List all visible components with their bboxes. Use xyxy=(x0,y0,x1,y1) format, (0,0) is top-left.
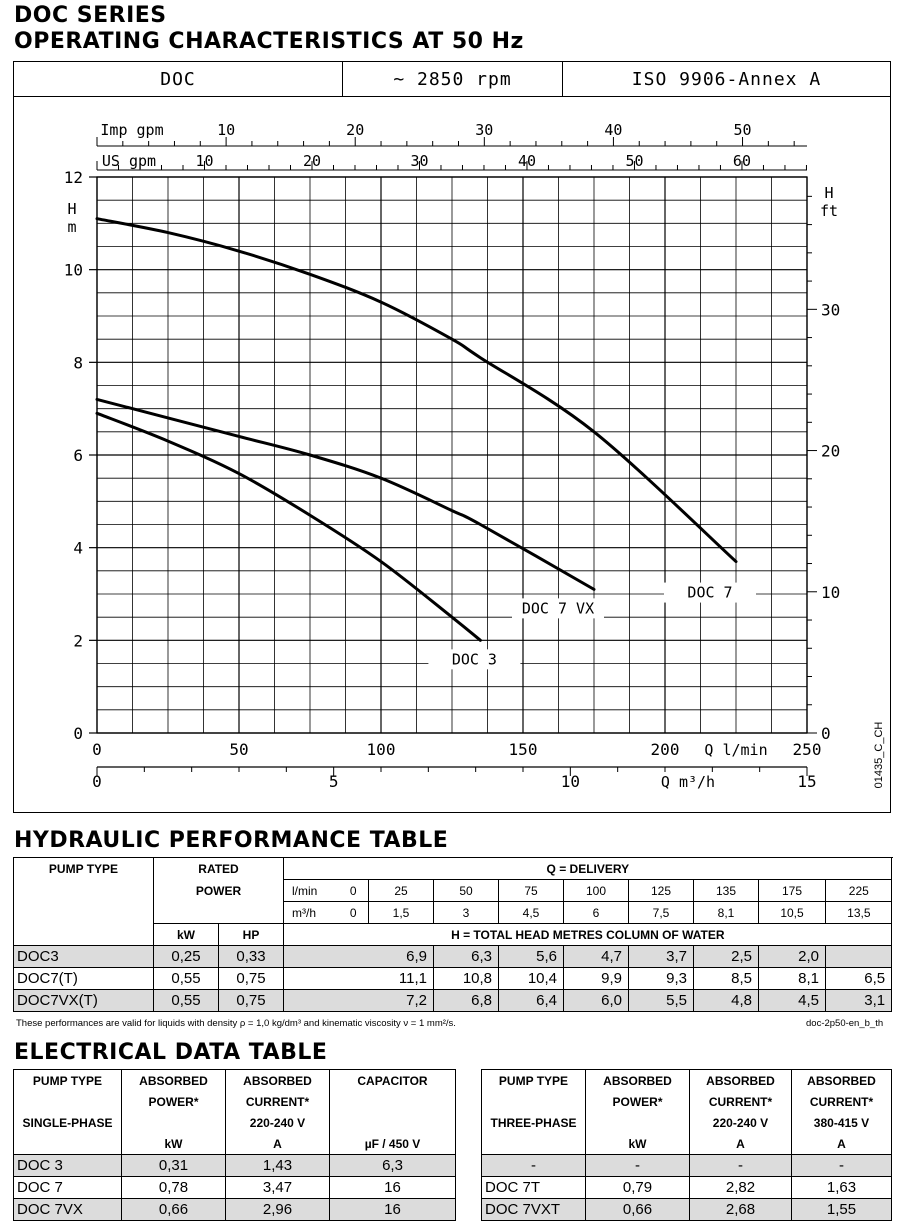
curve-label: DOC 7 xyxy=(687,583,733,602)
pump-name: DOC7VX(T) xyxy=(14,990,154,1012)
m3h-cell: 1,5 xyxy=(369,902,434,924)
head-value: 10,8 xyxy=(434,968,499,990)
m3h-tick-label: 5 xyxy=(328,772,339,791)
lmin-cell: 50 xyxy=(434,880,499,902)
head-value: 6,0 xyxy=(564,990,629,1012)
head-value: 11,1 xyxy=(284,968,434,990)
imp-gpm-label: 20 xyxy=(346,121,365,139)
tp-current-header: CURRENT* xyxy=(809,1094,874,1109)
absorbed-current: 3,47 xyxy=(226,1177,330,1199)
tp-current-header: CURRENT* xyxy=(690,1091,792,1112)
right-tick-label: 10 xyxy=(821,582,841,602)
absorbed-power: 0,66 xyxy=(122,1199,226,1221)
sp-power-header: POWER* xyxy=(122,1091,226,1112)
left-tick-label: 8 xyxy=(73,353,83,373)
head-value: 10,4 xyxy=(499,968,564,990)
us-gpm-label: 50 xyxy=(625,152,644,170)
rated-kw: 0,55 xyxy=(154,990,219,1012)
m3h-tick-label: 10 xyxy=(560,772,580,791)
imp-gpm-label: 30 xyxy=(475,121,494,139)
three-phase-row xyxy=(482,1155,892,1177)
hydraulic-pump-type-header: PUMP TYPE xyxy=(14,858,154,924)
bottom-lmin-label: 150 xyxy=(508,740,538,759)
bottom-lmin-label: 250 xyxy=(792,740,822,759)
page-title-line1: DOC SERIES xyxy=(14,3,167,28)
sp-phase-header: SINGLE-PHASE xyxy=(14,1112,122,1133)
lmin-cell: 25 xyxy=(369,880,434,902)
imp-gpm-label: 10 xyxy=(217,121,236,139)
absorbed-current: - xyxy=(690,1155,792,1177)
single-phase-row xyxy=(14,1199,456,1221)
tp-absorbed-header: ABSORBED xyxy=(690,1070,792,1092)
three-phase-row xyxy=(482,1177,892,1199)
m3h-cell: 8,1 xyxy=(694,902,759,924)
head-value: 8,5 xyxy=(694,968,759,990)
bottom-lmin-label: 200 xyxy=(650,740,680,759)
chart-code: 01435_C_CH xyxy=(873,721,885,789)
sp-volt-header: 220-240 V xyxy=(226,1112,330,1133)
absorbed-current: 2,96 xyxy=(226,1199,330,1221)
bottom-lmin-label: 100 xyxy=(366,740,396,759)
m3h-tick-label: 15 xyxy=(797,772,817,791)
capacitor: 16 xyxy=(330,1199,456,1221)
curve-doc-3 xyxy=(97,413,480,640)
left-tick-label: 10 xyxy=(63,260,83,280)
absorbed-current: 1,63 xyxy=(792,1177,892,1199)
head-value: 6,9 xyxy=(284,946,434,968)
m3h-cell: 4,5 xyxy=(499,902,564,924)
sp-absorbed-header: ABSORBED xyxy=(226,1070,330,1092)
pump-name: DOC 3 xyxy=(14,1155,122,1177)
three-phase-table xyxy=(481,1069,892,1221)
hydraulic-code: doc-2p50-en_b_th xyxy=(806,1018,884,1029)
absorbed-current: 2,68 xyxy=(690,1199,792,1221)
hydraulic-power-header: POWER xyxy=(154,880,284,902)
imp-gpm-label: 50 xyxy=(733,121,752,139)
tp-kw-header: kW xyxy=(586,1133,690,1155)
head-value: 3,7 xyxy=(629,946,694,968)
head-header: H = TOTAL HEAD METRES COLUMN OF WATER xyxy=(284,924,892,946)
absorbed-current: 2,82 xyxy=(690,1177,792,1199)
page-title-line2: OPERATING CHARACTERISTICS AT 50 Hz xyxy=(14,29,524,54)
rated-hp: 0,75 xyxy=(219,968,284,990)
absorbed-current: 1,55 xyxy=(792,1199,892,1221)
hydraulic-note: These performances are valid for liquids with density ρ = 1,0 kg/dm³ and kinematic viscosity ν = 1 mm²/s. xyxy=(16,1018,456,1029)
hydraulic-row xyxy=(14,990,892,1012)
absorbed-power: 0,79 xyxy=(586,1177,690,1199)
head-value: 2,0 xyxy=(759,946,826,968)
head-value: 2,5 xyxy=(694,946,759,968)
pump-name: DOC3 xyxy=(14,946,154,968)
left-tick-label: 4 xyxy=(73,538,83,558)
lmin-cell: 125 xyxy=(629,880,694,902)
m3h-cell: 13,5 xyxy=(826,902,892,924)
rated-kw: 0,25 xyxy=(154,946,219,968)
head-value: 9,3 xyxy=(629,968,694,990)
us-gpm-axis-label: US gpm xyxy=(101,152,157,170)
absorbed-power: 0,78 xyxy=(122,1177,226,1199)
m3h-cell: 10,5 xyxy=(759,902,826,924)
head-value: 7,2 xyxy=(284,990,434,1012)
tp-volt1-header: 220-240 V xyxy=(690,1112,792,1133)
head-value: 6,4 xyxy=(499,990,564,1012)
single-phase-row xyxy=(14,1177,456,1199)
left-tick-label: 0 xyxy=(73,724,83,743)
tp-pump-header: PUMP TYPE xyxy=(482,1070,586,1092)
head-value: 6,8 xyxy=(434,990,499,1012)
bottom-lmin-label: 50 xyxy=(229,740,249,759)
right-axis-unit: ft xyxy=(819,202,839,220)
header-model: DOC xyxy=(14,62,343,96)
single-phase-row xyxy=(14,1155,456,1177)
sp-uf-header: µF / 450 V xyxy=(364,1136,421,1151)
lmin-cell: 100 xyxy=(564,880,629,902)
pump-name: DOC7(T) xyxy=(14,968,154,990)
tp-a-header: A xyxy=(690,1133,792,1155)
hydraulic-rated-header: RATED xyxy=(154,858,284,880)
m3h-cell: 3 xyxy=(434,902,499,924)
right-tick-label: 30 xyxy=(821,300,841,320)
us-gpm-label: 30 xyxy=(410,152,429,170)
head-value: 4,5 xyxy=(759,990,826,1012)
electrical-title: ELECTRICAL DATA TABLE xyxy=(14,1040,328,1065)
m3h-axis-label: Q m³/h xyxy=(660,773,716,791)
sp-current-header: CURRENT* xyxy=(226,1091,330,1112)
left-axis-unit: m xyxy=(67,218,77,236)
bottom-lmin-axis-label: Q l/min xyxy=(704,741,768,759)
head-value: 3,1 xyxy=(826,990,892,1012)
capacitor: 6,3 xyxy=(330,1155,456,1177)
head-value: 5,6 xyxy=(499,946,564,968)
tp-volt2-header: 380-415 V xyxy=(813,1115,870,1130)
absorbed-power: 0,66 xyxy=(586,1199,690,1221)
hydraulic-delivery-header: Q = DELIVERY xyxy=(284,858,892,880)
lmin-label: l/min xyxy=(292,883,318,898)
m3h-cell: 0 xyxy=(339,902,369,924)
m3h-tick-label: 0 xyxy=(92,772,102,791)
hydraulic-title: HYDRAULIC PERFORMANCE TABLE xyxy=(14,828,449,853)
three-phase-row xyxy=(482,1199,892,1221)
pump-name: DOC 7VXT xyxy=(482,1199,586,1221)
kw-header: kW xyxy=(154,924,219,946)
sp-capacitor-header: CAPACITOR xyxy=(357,1073,428,1088)
head-value: 9,9 xyxy=(564,968,629,990)
us-gpm-label: 40 xyxy=(517,152,537,170)
left-axis-label: H xyxy=(67,200,77,218)
left-tick-label: 6 xyxy=(73,446,83,465)
tp-power-header: POWER* xyxy=(586,1091,690,1112)
tp-absorbed-header: ABSORBED xyxy=(586,1070,690,1092)
lmin-cell: 0 xyxy=(349,883,357,898)
sp-kw-header: kW xyxy=(122,1133,226,1155)
pump-name: DOC 7VX xyxy=(14,1199,122,1221)
head-value: 6,5 xyxy=(826,968,892,990)
pump-name: - xyxy=(482,1155,586,1177)
lmin-cell: 175 xyxy=(759,880,826,902)
absorbed-current: - xyxy=(792,1155,892,1177)
curve-label: DOC 3 xyxy=(451,650,497,669)
pump-name: DOC 7 xyxy=(14,1177,122,1199)
absorbed-power: 0,31 xyxy=(122,1155,226,1177)
header-standard: ISO 9906-Annex A xyxy=(631,68,822,90)
rated-hp: 0,75 xyxy=(219,990,284,1012)
sp-a-header: A xyxy=(226,1133,330,1155)
curve-label: DOC 7 VX xyxy=(521,599,595,618)
capacitor: 16 xyxy=(330,1177,456,1199)
left-tick-label: 12 xyxy=(63,168,83,187)
left-tick-label: 2 xyxy=(73,631,83,651)
rated-kw: 0,55 xyxy=(154,968,219,990)
head-value: 4,8 xyxy=(694,990,759,1012)
bottom-lmin-label: 0 xyxy=(92,740,102,759)
right-axis-label: H xyxy=(824,184,834,202)
hydraulic-table xyxy=(13,857,892,1012)
single-phase-table xyxy=(13,1069,456,1221)
m3h-label: m³/h xyxy=(284,902,339,924)
head-value: 5,5 xyxy=(629,990,694,1012)
us-gpm-label: 10 xyxy=(195,152,214,170)
us-gpm-label: 20 xyxy=(302,152,322,170)
absorbed-current: 1,43 xyxy=(226,1155,330,1177)
sp-absorbed-header: ABSORBED xyxy=(122,1070,226,1092)
right-tick-label: 20 xyxy=(821,441,841,461)
imp-gpm-label: 40 xyxy=(604,121,623,139)
pump-name: DOC 7T xyxy=(482,1177,586,1199)
m3h-cell: 7,5 xyxy=(629,902,694,924)
tp-a-header: A xyxy=(837,1136,846,1151)
lmin-cell: 75 xyxy=(499,880,564,902)
tp-phase-header: THREE-PHASE xyxy=(482,1112,586,1133)
right-tick-label: 0 xyxy=(821,724,831,743)
m3h-cell: 6 xyxy=(564,902,629,924)
head-value xyxy=(826,946,892,968)
head-value: 8,1 xyxy=(759,968,826,990)
tp-absorbed-header: ABSORBED xyxy=(807,1073,876,1088)
lmin-cell: 135 xyxy=(694,880,759,902)
lmin-cell: 225 xyxy=(826,880,892,902)
header-speed: ~ 2850 rpm xyxy=(343,62,563,96)
sp-pump-header: PUMP TYPE xyxy=(14,1070,122,1092)
hydraulic-row xyxy=(14,946,892,968)
hp-header: HP xyxy=(219,924,284,946)
head-value: 6,3 xyxy=(434,946,499,968)
us-gpm-label: 60 xyxy=(732,152,751,170)
imp-gpm-axis-label: Imp gpm xyxy=(100,121,164,139)
rated-hp: 0,33 xyxy=(219,946,284,968)
head-value: 4,7 xyxy=(564,946,629,968)
hydraulic-row xyxy=(14,968,892,990)
absorbed-power: - xyxy=(586,1155,690,1177)
